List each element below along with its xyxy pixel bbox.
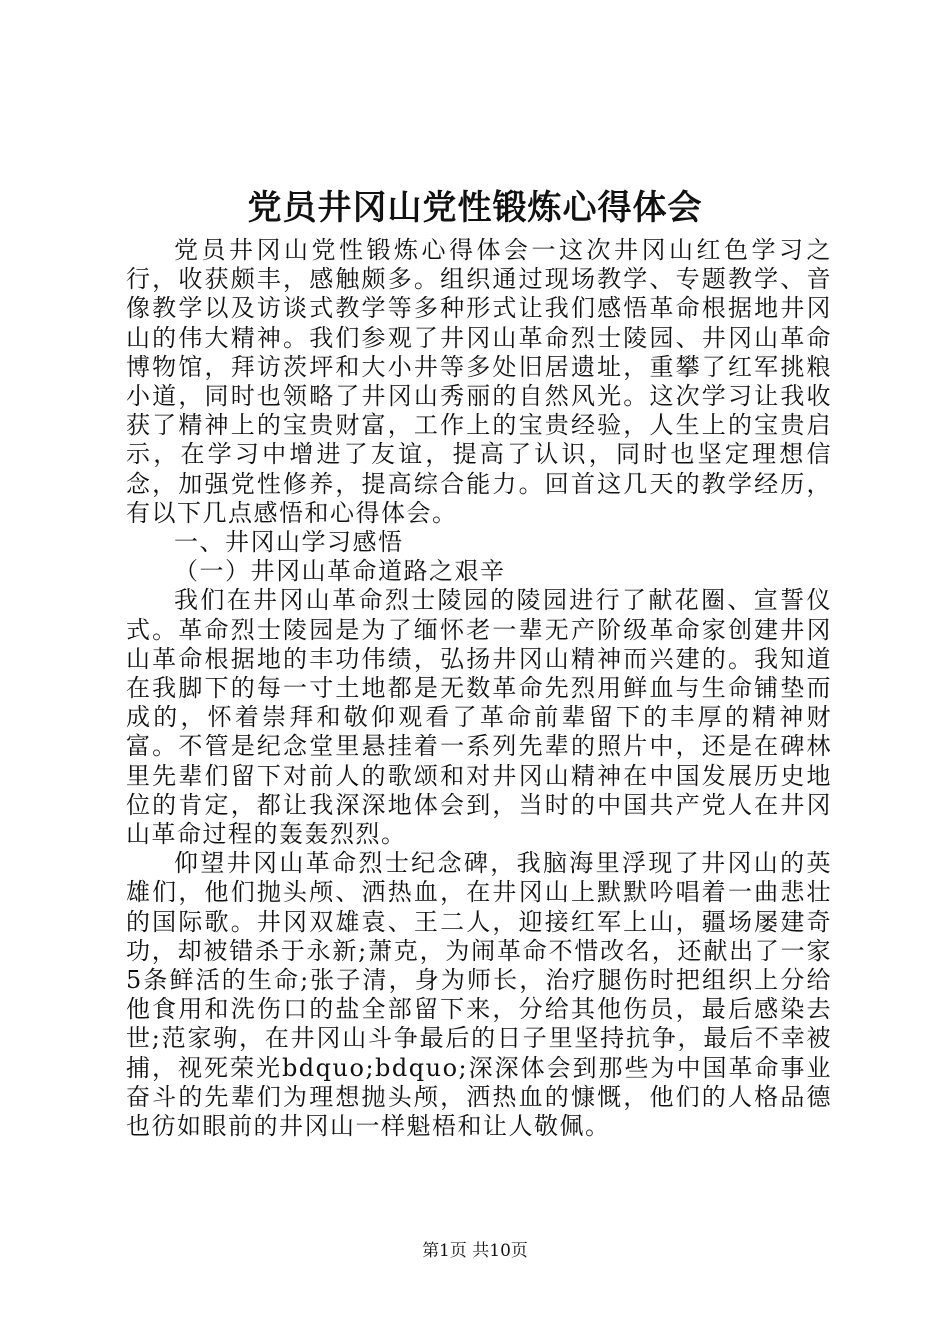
body-paragraph: 仰望井冈山革命烈士纪念碑，我脑海里浮现了井冈山的英雄们，他们抛头颅、洒热血，在井冈山上默默吟唱着一曲悲壮的国际歌。井冈双雄袁、王二人，迎接红军上山，疆场屡建奇功，却被错杀于永新;萧克，为闹革命不惜改名，还献出了一家5条鲜活的生命;张子清，身为师长，治疗腿伤时把组织上分给他食用和洗伤口的盐全部留下来，分给其他伤员，最后感染去世;范家驹，在井冈山斗争最后的日子里坚持抗争，最后不幸被捕，视死荣光bdquo;bdquo;深深体会到那些为中国革命事业奋斗的先辈们为理想抛头颅，洒热血的慷慨，他们的人格品德也彷如眼前的井冈山一样魁梧和让人敬佩。 (126, 849, 832, 1141)
section-heading: 一、井冈山学习感悟 (174, 528, 404, 557)
intro-paragraph: 党员井冈山党性锻炼心得体会一这次井冈山红色学习之行，收获颇丰，感触颇多。组织通过现场教学、专题教学、音像教学以及访谈式教学等多种形式让我们感悟革命根据地井冈山的伟大精神。我们参观了井冈山革命烈士陵园、井冈山革命博物馆，拜访茨坪和大小井等多处旧居遗址，重攀了红军挑粮小道，同时也领略了井冈山秀丽的自然风光。这次学习让我收获了精神上的宝贵财富，工作上的宝贵经验，人生上的宝贵启示，在学习中增进了友谊，提高了认识，同时也坚定理想信念，加强党性修养，提高综合能力。回首这几天的教学经历，有以下几点感悟和心得体会。 (126, 236, 832, 527)
body-paragraph: 我们在井冈山革命烈士陵园的陵园进行了献花圈、宣誓仪式。革命烈士陵园是为了缅怀老一辈无产阶级革命家创建井冈山革命根据地的丰功伟绩，弘扬井冈山精神而兴建的。我知道在我脚下的每一寸土地都是无数革命先烈用鲜血与生命铺垫而成的，怀着崇拜和敬仰观看了革命前辈留下的丰厚的精神财富。不管是纪念堂里悬挂着一系列先辈的照片中，还是在碑林里先辈们留下对前人的歌颂和对井冈山精神在中国发展历史地位的肯定，都让我深深地体会到，当时的中国共产党人在井冈山革命过程的轰轰烈烈。 (126, 586, 832, 849)
document-body (126, 236, 832, 1141)
subsection-heading: （一）井冈山革命道路之艰辛 (174, 557, 506, 586)
document-title: 党员井冈山党性锻炼心得体会 (247, 188, 703, 228)
page-number-footer: 第1页 共10页 (422, 1241, 528, 1261)
